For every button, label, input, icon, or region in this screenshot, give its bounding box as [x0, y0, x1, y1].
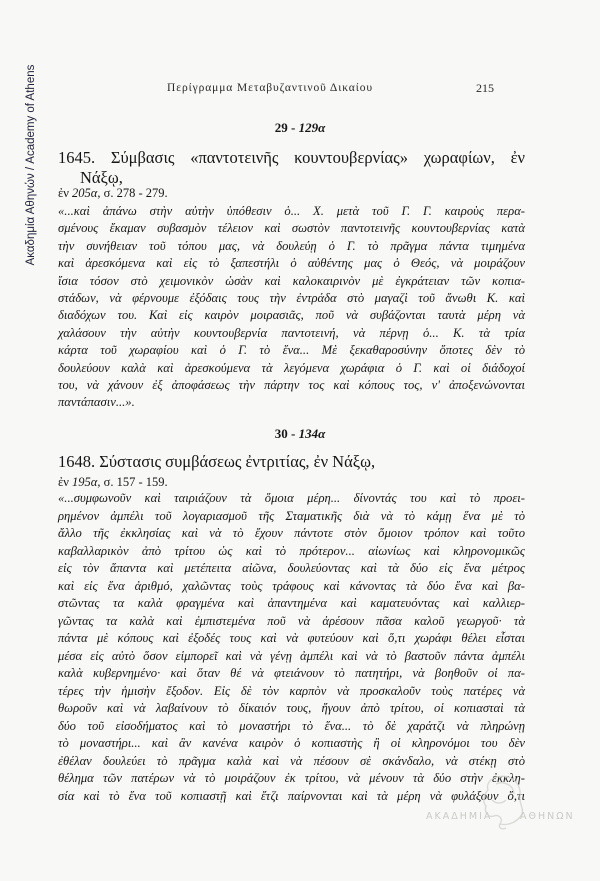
- quote-line: καὶ ἀρεσκόμενα καὶ εἰς τὸ ξαπεστήλι ὁ αὐθέντης μας ὁ Θεός, νὰ μοιράζουν: [58, 256, 525, 271]
- quote-line: στῶντας τα καλὰ φραγμένα καὶ ἀπαντημένα καὶ καματευόντας καὶ καλλιερ-: [58, 596, 525, 610]
- section-number: 30: [274, 426, 288, 441]
- source-pages: , σ. 278 - 279.: [97, 186, 168, 200]
- entry-quote: [58, 203, 525, 412]
- academy-seal-icon: [474, 770, 532, 832]
- quote-line: ἐθέλαν δουλεύει τὸ πρᾶγμα καλὰ καὶ νὰ πέσουν σὲ σκάνδαλο, νὰ στέκῃ στὸ: [58, 753, 525, 768]
- quote-line: «...συμφωνοῦν καὶ ταιριάζουν τὰ ὅμοια μέρη... δίνοντάς του καὶ τὸ προει-: [58, 491, 525, 505]
- quote-line: τὴν συνήθειαν τοῦ τόπου μας, νὰ δουλεύῃ ὁ Γ. τὸ πρᾶγμα πάντα τιμημένα: [58, 238, 525, 253]
- source-folio: 195α: [72, 475, 98, 489]
- quote-line: «...καὶ ἀπάνω στὴν αὐτὴν ὑπόθεσιν ὁ... Χ. μετὰ τοῦ Γ. Γ. καιροὺς περα-: [58, 204, 525, 218]
- source-prefix: ἐν: [58, 186, 73, 200]
- quote-line: δουλεύουν καλὰ καὶ ἀρεσκούμενα τὰ λεγόμενα χωράφια ὁ Γ. καὶ οἱ διάδοχοί: [58, 360, 525, 375]
- quote-line: γῶντας τα καλὰ καὶ ἐμπιστεμένα ποῦ νὰ ἀρέσουν πᾶσα καλοῦ γεωργοῦ· τὰ: [58, 613, 525, 628]
- quote-line: σία καὶ τὸ ἕνα τοῦ κοπιαστῇ καὶ ἔτζι παίρνονται καὶ τὰ μέρη νὰ φυλάξουν ὅ,τι: [58, 788, 525, 803]
- entry-quote: [58, 490, 525, 805]
- section-folio-ref: 129α: [298, 120, 326, 135]
- section-number: 29: [274, 120, 288, 135]
- running-title: Περίγραμμα Μεταβυζαντινοῦ Δικαίου: [167, 82, 373, 94]
- quote-line: μέσα εἰς αὐτὸ ὅσον εἱμπορεῖ καὶ νὰ γένῃ ἀμπέλι καὶ νὰ τὸ βαστοῦν πάντα ἀμπέλι: [58, 648, 525, 663]
- quote-line: διαδόχων του. Καὶ εἰς καιρὸν μοιρασιᾶς, ποῦ νὰ συβάζονται ταυτὰ μέρη νὰ: [58, 308, 525, 323]
- section-heading: [0, 120, 600, 136]
- source-folio: 205α: [72, 186, 98, 200]
- entry-source: [58, 474, 168, 490]
- watermark-left-text: ΑΚΑΔΗΜΙΑ: [426, 811, 493, 822]
- quote-line: θωροῦν καὶ νὰ λαβαίνουν τὸ δίκαιόν τους, ἤγουν ἀπὸ τρίτου, οἱ κοπιασταὶ τὰ: [58, 701, 525, 715]
- section-heading: [0, 426, 600, 442]
- archive-side-label: Ακαδημία Αθηνών / Academy of Athens: [25, 64, 37, 266]
- quote-line: καλὰ κυβερνημένο· καὶ ὅταν θέ νὰ φτειάνουν τὸ πατητήρι, νὰ βοηθοῦν οἱ πα-: [58, 666, 525, 680]
- source-pages: , σ. 157 - 159.: [97, 475, 168, 489]
- quote-line: σμένους ἔκαμαν συβασμὸν τέλειον καὶ σωστὸν παντοτεινῆς κουντουβερνίας κατὰ: [58, 221, 525, 236]
- quote-line: ἄλλο τῆς ἐκκλησίας καὶ νὰ τὸ ἔχουν πάντοτε στὸν ὅμοιον τρόπον καὶ τοῦτο: [58, 526, 525, 540]
- quote-line: στάδων, νὰ φέρνουμε ἐξόδαις τους τὴν ἐντράδα στὸ μαγαζὶ τοῦ ἄνωθι Κ. καὶ: [58, 291, 525, 306]
- quote-line: ρημένον ἀμπέλι τοῦ λογαριασμοῦ τῆς Σταματικῆς διὰ νὰ τὸ κάμῃ ἕνα μὲ τὸ: [58, 508, 525, 523]
- quote-line: παντάπασιν...».: [58, 395, 135, 410]
- section-folio-ref: 134α: [298, 426, 326, 441]
- watermark-right-text: ΑΘΗΝΩΝ: [520, 811, 575, 822]
- entry-source: [58, 185, 168, 201]
- quote-line: τέρες τὴν ἡμισὴν ἔξοδον. Εἰς δὲ τὸν καρπὸν νὰ προσκαλοῦν τοὺς πατέρες νὰ: [58, 683, 525, 698]
- quote-line: δύο τοῦ εἰσοδήματος καὶ τὸ μοναστήρι τὸ ἕνα... τὸ δὲ χαράτζι νὰ πληρώνῃ: [58, 718, 525, 733]
- entry-title: 1645. Σύμβασις «παντοτεινῆς κουντουβερνίας» χωραφίων, ἐν: [58, 148, 525, 167]
- quote-line: πάντα μὲ κόπους καὶ ἐξοδές τους καὶ νὰ φυτεύουν καὶ ὅ,τι χωράφι θέλει εἶσται: [58, 631, 525, 645]
- section-separator: -: [287, 120, 299, 135]
- quote-line: εἰς τὸν ἅπαντα καὶ μετέπειτα αἰῶνα, δουλεύοντας καὶ τὰ δύο εἰς ἕνα μέτρος: [58, 561, 525, 575]
- source-prefix: ἐν: [58, 475, 73, 489]
- quote-line: του, νὰ χάνουν ἐξ ἀποφάσεως τὴν πάρτην τος καὶ κόπους τος, ν' ἀποξενώνονται: [58, 378, 525, 393]
- quote-line: κάρτα τοῦ χωραφίου καὶ ὁ Γ. τὸ ἕνα... Μὲ ξεκαθαροσύνην ὅποτες δὲν τὸ: [58, 343, 525, 358]
- page-number: 215: [476, 81, 494, 95]
- quote-line: θέλημα τῶν πατέρων νὰ τὸ μοιράζουν ἐκ τρίτου, νὰ μένουν τὰ δύο στὴν ἐκκλη-: [58, 771, 525, 785]
- quote-line: καὶ εἰς ἕνα ἀριθμό, χαλῶντας τοὺς τράφους καὶ κάνοντας τὰ δύο ἕνα καὶ βα-: [58, 578, 525, 593]
- section-separator: -: [287, 426, 299, 441]
- entry-title-continuation: Νάξῳ,: [80, 168, 123, 187]
- quote-line: ἴσια τόσον στὸ χειμονικὸν ὡσὰν καὶ καλοκαιρινὸν μὲ ἐγκράτειαν τῶν κοπια-: [58, 273, 525, 288]
- entry-title: 1648. Σύστασις συμβάσεως ἐντριτίας, ἐν Νάξῳ,: [58, 452, 376, 471]
- quote-line: τὸ μοναστήρι... καὶ ἂν κανένα καιρὸν ὁ κοπιαστὴς ἢ οἱ κληρονόμοι του δὲν: [58, 736, 525, 750]
- quote-line: καβαλλαρικὸν ἀπὸ τρίτου ὡς καὶ τὸ πρότερον... αἰωνίως καὶ κληρονομικῶς: [58, 543, 525, 558]
- quote-line: χαλάσουν τὴν αὐτὴν κουντουβερνία παντοτεινή, νὰ πέρνῃ ὁ... Κ. τὰ τρία: [58, 325, 525, 340]
